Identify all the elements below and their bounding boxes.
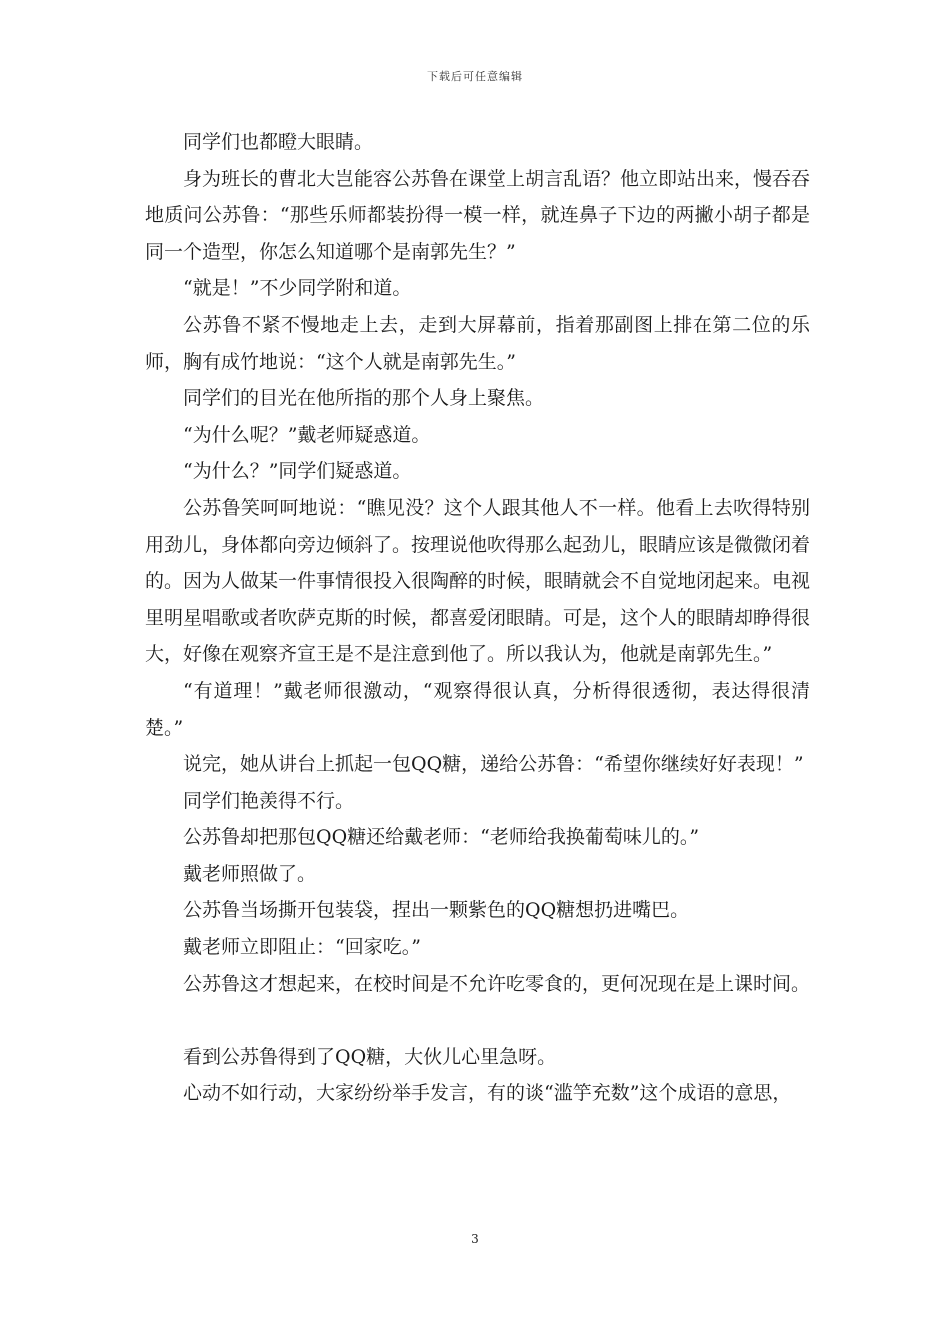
- page-header: 下载后可任意编辑: [427, 70, 523, 83]
- paragraph: 看到公苏鲁得到了QQ糖，大伙儿心里急呀。: [183, 1045, 557, 1068]
- paragraph: 同学们艳羡得不行。: [183, 789, 355, 812]
- paragraph: 身为班长的曹北大岂能容公苏鲁在课堂上胡言乱语？他立即站出来，慢吞吞地质问公苏鲁：“那些乐师都装扮得一模一样，就连鼻子下边的两撇小胡子都是同一个造型，你怎么知道哪个是南郭先生？”: [145, 167, 811, 263]
- paragraph: “为什么？”同学们疑惑道。: [183, 460, 412, 483]
- paragraph: “就是！”不少同学附和道。: [183, 277, 412, 300]
- paragraph: 公苏鲁当场撕开包装袋，捏出一颗紫色的QQ糖想扔进嘴巴。: [183, 899, 690, 922]
- paragraph: 公苏鲁却把那包QQ糖还给戴老师：“老师给我换葡萄味儿的。”: [183, 826, 700, 849]
- paragraph: “有道理！”戴老师很激动，“观察得很认真，分析得很透彻，表达得很清楚。”: [145, 679, 810, 739]
- paragraph: 公苏鲁笑呵呵地说：“瞧见没？这个人跟其他人不一样。他看上去吹得特别用劲儿，身体都向旁边倾斜了。按理说他吹得那么起劲儿，眼睛应该是微微闭着的。因为人做某一件事情很投入很陶醉的时候，眼睛就会不自觉地闭起来。电视里明星唱歌或者吹萨克斯的时候，都喜爱闭眼睛。可是，这个人的眼睛却睁得很大，好像在观察齐宣王是不是注意到他了。所以我认为，他就是南郭先生。”: [145, 496, 811, 666]
- paragraph: 戴老师照做了。: [183, 862, 317, 885]
- page-number: 3: [471, 1232, 479, 1246]
- paragraph: 说完，她从讲台上抓起一包QQ糖，递给公苏鲁：“希望你继续好好表现！”: [183, 753, 804, 776]
- paragraph: 同学们的目光在他所指的那个人身上聚焦。: [183, 387, 545, 410]
- body-text: [145, 124, 810, 1112]
- paragraph: 公苏鲁不紧不慢地走上去，走到大屏幕前，指着那副图上排在第二位的乐师，胸有成竹地说：“这个人就是南郭先生。”: [145, 313, 810, 373]
- paragraph: “为什么呢？”戴老师疑惑道。: [183, 423, 431, 446]
- paragraph: 戴老师立即阻止：“回家吃。”: [183, 936, 421, 959]
- paragraph: 公苏鲁这才想起来，在校时间是不允许吃零食的，更何况现在是上课时间。: [183, 972, 811, 995]
- paragraph: 同学们也都瞪大眼睛。: [183, 131, 374, 153]
- paragraph: 心动不如行动，大家纷纷举手发言，有的谈“滥竽充数”这个成语的意思，: [183, 1082, 792, 1105]
